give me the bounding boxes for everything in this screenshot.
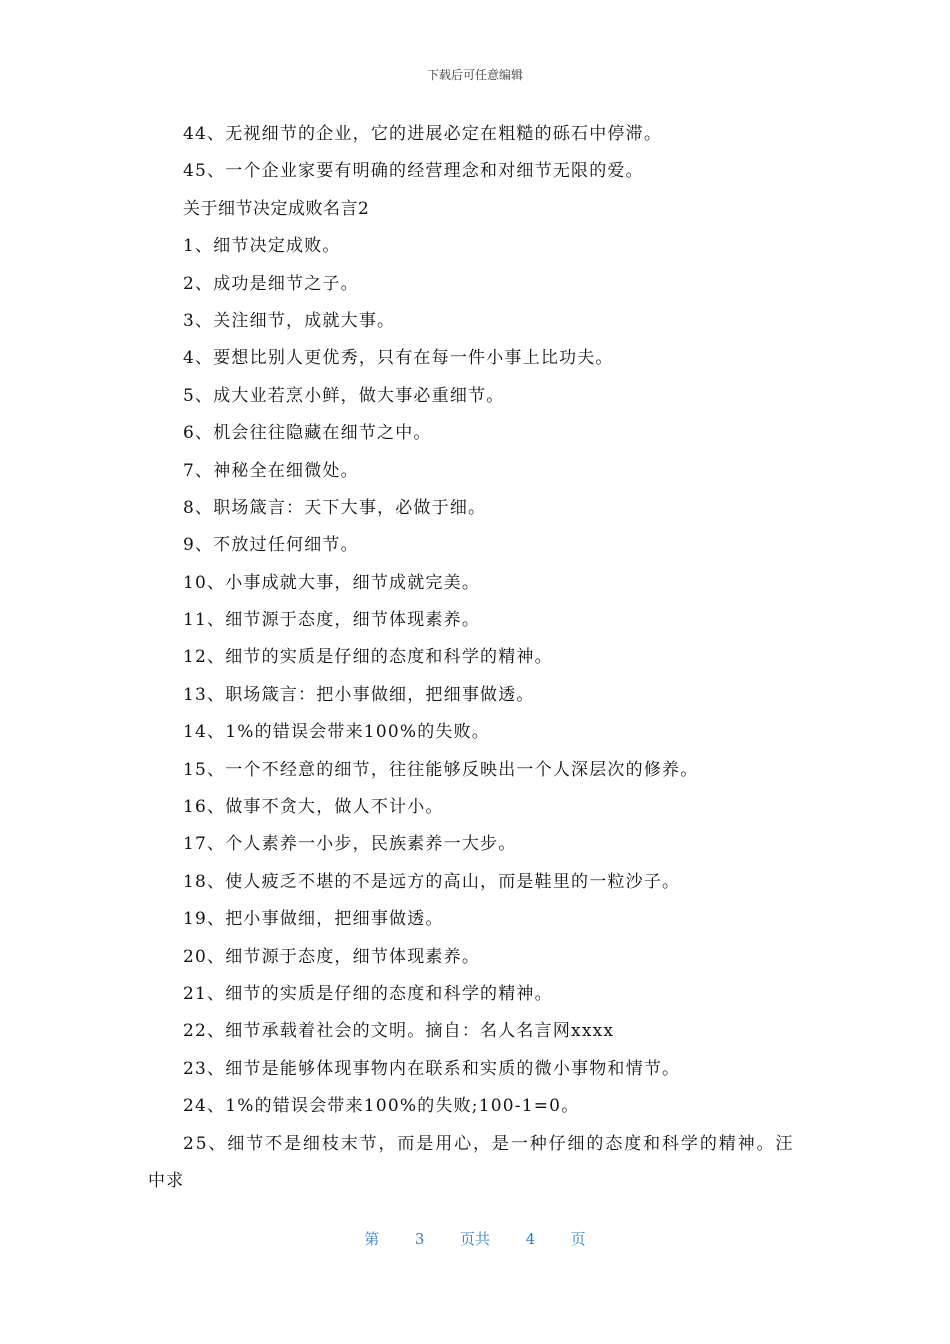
quote-line: 12、细节的实质是仔细的态度和科学的精神。 [183,647,553,668]
quote-line: 7、神秘全在细微处。 [183,460,359,481]
quote-line: 13、职场箴言：把小事做细，把细事做透。 [183,684,535,705]
quote-line: 4、要想比别人更优秀，只有在每一件小事上比功夫。 [183,348,614,369]
total-pages-number: 4 [525,1230,536,1248]
quote-line: 18、使人疲乏不堪的不是远方的高山，而是鞋里的一粒沙子。 [183,871,681,892]
quote-line-continuation: 中求 [148,1170,185,1191]
quote-line: 2、成功是细节之子。 [183,273,359,294]
footer-label-page: 第 [364,1230,380,1248]
section-title: 关于细节决定成败名言2 [183,198,370,219]
quote-line: 25、细节不是细枝末节，而是用心，是一种仔细的态度和科学的精神。汪 [183,1133,795,1154]
quote-line: 10、小事成就大事，细节成就完美。 [183,572,481,593]
current-page-number: 3 [414,1230,425,1248]
footer-label-of: 页共 [459,1230,490,1248]
quote-line: 11、细节源于态度，细节体现素养。 [183,610,481,631]
quote-line: 9、不放过任何细节。 [183,535,359,556]
header-note: 下载后可任意编辑 [426,68,523,82]
quote-line: 16、做事不贪大，做人不计小。 [183,797,444,818]
quote-line: 22、细节承载着社会的文明。摘自：名人名言网xxxx [183,1021,615,1042]
quote-line: 21、细节的实质是仔细的态度和科学的精神。 [183,983,553,1004]
quote-line: 8、职场箴言：天下大事，必做于细。 [183,497,487,518]
page-footer [0,1228,950,1249]
quote-line: 45、一个企业家要有明确的经营理念和对细节无限的爱。 [183,161,644,182]
document-body [0,119,950,1203]
quote-line: 15、一个不经意的细节，往往能够反映出一个人深层次的修养。 [183,759,699,780]
quote-line: 19、把小事做细，把细事做透。 [183,909,444,930]
quote-line: 14、1%的错误会带来100%的失败。 [183,722,491,743]
quote-line: 20、细节源于态度，细节体现素养。 [183,946,481,967]
quote-line: 44、无视细节的企业，它的进展必定在粗糙的砾石中停滞。 [183,124,663,144]
quote-line: 1、细节决定成败。 [183,236,341,257]
quote-line: 24、1%的错误会带来100%的失败;100-1=0。 [183,1096,580,1117]
quote-line: 17、个人素养一小步，民族素养一大步。 [183,834,517,855]
quote-line: 3、关注细节，成就大事。 [183,310,396,331]
quote-line: 6、机会往往隐藏在细节之中。 [183,423,432,444]
quote-line: 5、成大业若烹小鲜，做大事必重细节。 [183,385,505,406]
quote-line: 23、细节是能够体现事物内在联系和实质的微小事物和情节。 [183,1058,681,1079]
footer-label-end: 页 [570,1230,586,1248]
